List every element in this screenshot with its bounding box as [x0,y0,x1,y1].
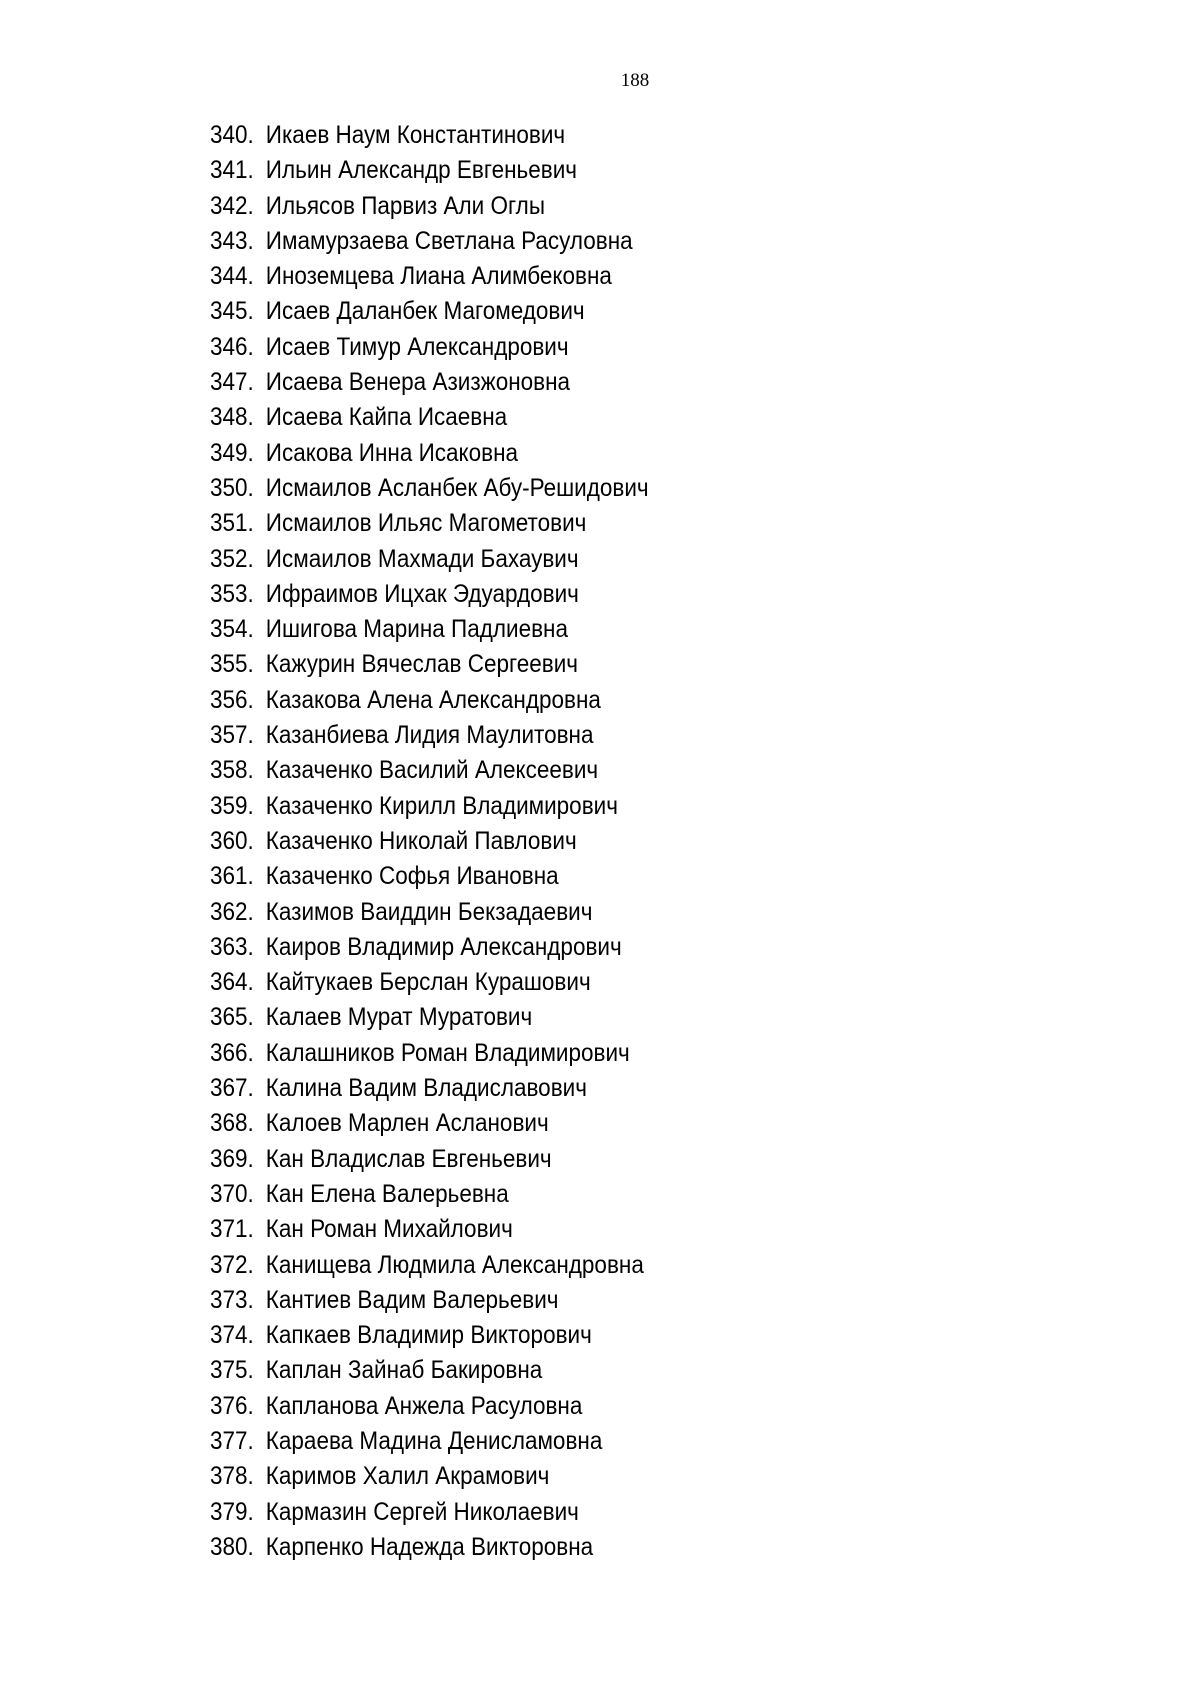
list-item [210,859,649,894]
list-item-number: 349. [210,438,254,467]
list-item [210,436,649,471]
list-item [210,1000,649,1035]
list-item-name: Исаев Тимур Александрович [265,332,569,361]
list-item-number: 351. [210,509,254,538]
list-item-number: 355. [210,650,254,679]
list-item-name: Исмаилов Асланбек Абу-Решидович [265,473,649,502]
list-item-name: Казакова Алена Александровна [265,685,601,714]
list-item [210,1036,649,1071]
list-item-name: Кажурин Вячеслав Сергеевич [265,650,579,679]
list-item-number: 370. [210,1179,254,1208]
list-item [210,824,649,859]
list-item-name: Капланова Анжела Расуловна [265,1391,583,1420]
list-item-number: 356. [210,685,254,714]
list-item [210,1459,649,1494]
list-item-name: Ильин Александр Евгеньевич [265,156,577,185]
list-item-name: Кан Роман Михайлович [265,1215,513,1244]
list-item-number: 373. [210,1285,254,1314]
list-item-name: Казаченко Николай Павлович [265,826,577,855]
list-item-name: Караева Мадина Денисламовна [265,1426,603,1455]
list-item-name: Казаченко Василий Алексеевич [265,756,599,785]
list-item-name: Исаева Венера Азизжоновна [265,368,571,397]
list-item [210,1142,649,1177]
list-item-name: Исакова Инна Исаковна [265,438,519,467]
list-item [210,400,649,435]
list-item-number: 380. [210,1532,254,1561]
list-item-number: 364. [210,968,254,997]
name-list [210,118,697,1565]
list-item-number: 363. [210,932,254,961]
list-item [210,1424,649,1459]
list-item-name: Исаева Кайпа Исаевна [265,403,508,432]
list-item-name: Казимов Ваиддин Бекзадаевич [265,897,593,926]
list-item-name: Кармазин Сергей Николаевич [265,1497,579,1526]
list-item-number: 372. [210,1250,254,1279]
list-item-number: 361. [210,862,254,891]
list-item-number: 379. [210,1497,254,1526]
list-item-number: 344. [210,262,254,291]
list-item-number: 342. [210,191,254,220]
list-item-name: Ишигова Марина Падлиевна [265,615,568,644]
list-item-number: 366. [210,1038,254,1067]
list-item [210,1071,649,1106]
list-item [210,1177,649,1212]
list-item-name: Икаев Наум Константинович [265,121,566,149]
list-item-number: 347. [210,368,254,397]
list-item [210,506,649,541]
list-item-name: Кан Владислав Евгеньевич [265,1144,552,1173]
list-item-number: 362. [210,897,254,926]
list-item-number: 341. [210,156,254,185]
list-item-number: 375. [210,1356,254,1385]
list-item [210,789,649,824]
list-item [210,683,649,718]
list-item-name: Калина Вадим Владиславович [265,1074,587,1103]
list-item [210,647,649,682]
list-item-number: 369. [210,1144,254,1173]
list-item-number: 378. [210,1462,254,1491]
list-item [210,294,649,329]
list-item [210,577,649,612]
list-item [210,1283,649,1318]
list-item [210,1353,649,1388]
list-item-name: Имамурзаева Светлана Расуловна [265,226,633,255]
list-item-name: Исмаилов Ильяс Магометович [265,509,587,538]
list-item-name: Капкаев Владимир Викторович [265,1321,592,1350]
list-item [210,612,649,647]
list-item-name: Кайтукаев Берслан Курашович [265,968,591,997]
list-item-name: Казаченко Софья Ивановна [265,862,559,891]
list-item [210,1248,649,1283]
list-item-name: Каримов Халил Акрамович [265,1462,550,1491]
list-item [210,930,649,965]
list-item-name: Исаев Даланбек Магомедович [265,297,585,326]
list-item-name: Кан Елена Валерьевна [265,1179,509,1208]
list-item-number: 367. [210,1074,254,1103]
list-item-name: Канищева Людмила Александровна [265,1250,644,1279]
list-item-name: Ильясов Парвиз Али Оглы [265,191,545,220]
list-item-number: 357. [210,721,254,750]
list-item-number: 354. [210,615,254,644]
list-item-name: Ифраимов Ицхак Эдуардович [265,579,579,608]
list-item [210,1318,649,1353]
list-item-name: Калоев Марлен Асланович [265,1109,549,1138]
list-item-number: 340. [210,121,254,149]
list-item-number: 358. [210,756,254,785]
list-item [210,118,649,153]
list-item-name: Калаев Мурат Муратович [265,1003,533,1032]
list-item [210,1389,649,1424]
list-item [210,1106,649,1141]
list-item-number: 377. [210,1426,254,1455]
list-item-number: 374. [210,1321,254,1350]
list-item-number: 376. [210,1391,254,1420]
list-item [210,1495,649,1530]
list-item-name: Калашников Роман Владимирович [265,1038,630,1067]
list-item-number: 353. [210,579,254,608]
list-item-name: Кантиев Вадим Валерьевич [265,1285,559,1314]
page-number: 188 [620,70,650,91]
list-item [210,365,649,400]
list-item-name: Казаченко Кирилл Владимирович [265,791,618,820]
list-item [210,965,649,1000]
list-item [210,1530,649,1565]
list-item-number: 343. [210,226,254,255]
list-item-number: 352. [210,544,254,573]
list-item-number: 345. [210,297,254,326]
list-item-number: 360. [210,826,254,855]
list-item [210,153,649,188]
list-item-name: Каиров Владимир Александрович [265,932,622,961]
list-item-number: 348. [210,403,254,432]
list-item-name: Иноземцева Лиана Алимбековна [265,262,612,291]
list-item-number: 359. [210,791,254,820]
list-item-name: Карпенко Надежда Викторовна [265,1532,594,1561]
list-item [210,471,649,506]
list-item-name: Казанбиева Лидия Маулитовна [265,721,594,750]
list-item [210,753,649,788]
list-item [210,542,649,577]
list-item-name: Каплан Зайнаб Бакировна [265,1356,543,1385]
list-item-number: 350. [210,473,254,502]
list-item [210,718,649,753]
list-item [210,259,649,294]
list-item-name: Исмаилов Махмади Бахаувич [265,544,579,573]
list-item [210,895,649,930]
list-item-number: 371. [210,1215,254,1244]
list-item-number: 368. [210,1109,254,1138]
list-item [210,330,649,365]
list-item [210,1212,649,1247]
list-item [210,224,649,259]
list-item-number: 346. [210,332,254,361]
list-item [210,189,649,224]
list-item-number: 365. [210,1003,254,1032]
